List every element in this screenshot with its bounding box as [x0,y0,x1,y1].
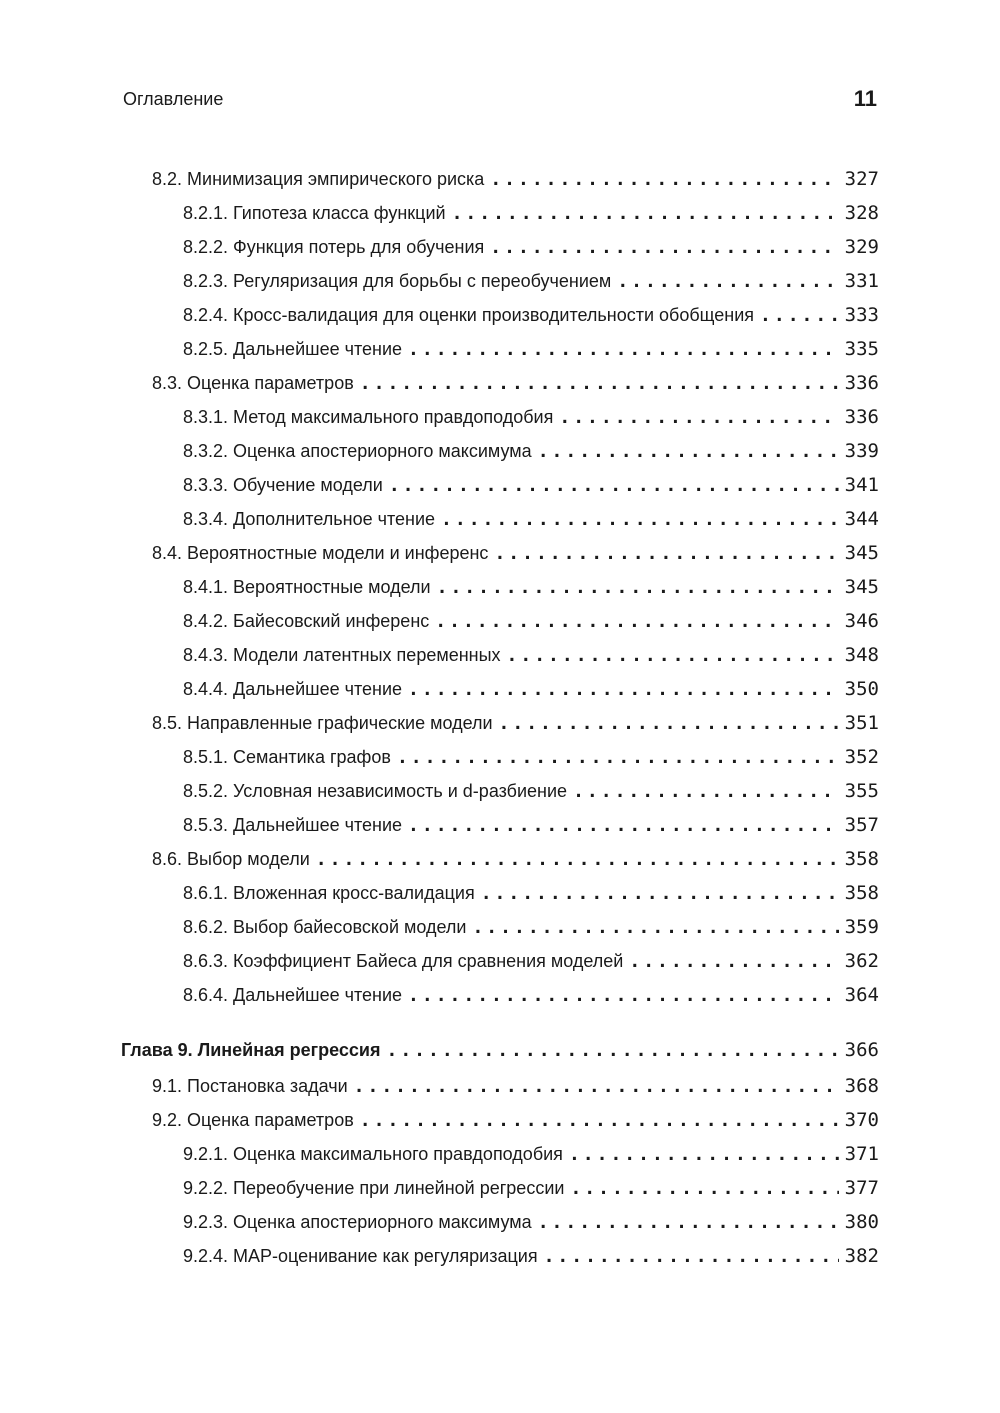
toc-dot-leader [507,645,839,666]
toc-entry[interactable] [183,474,879,502]
toc-dot-leader [408,679,839,700]
toc-dot-leader [408,985,839,1006]
toc-entry-page: 357 [844,814,879,836]
toc-entry[interactable] [183,202,879,230]
toc-entry[interactable] [183,780,879,808]
toc-entry-page: 339 [844,440,879,462]
toc-entry[interactable] [183,814,879,842]
toc-entry-title: 8.4.4. Дальнейшее чтение [183,679,403,699]
toc-entry-title: 8.4.1. Вероятностные модели [183,577,431,597]
toc-entry[interactable] [183,440,879,468]
toc-entry-page: 368 [844,1075,879,1097]
toc-entry[interactable] [152,712,879,740]
toc-entry-page: 358 [844,882,879,904]
toc-entry-title: 8.2.3. Регуляризация для борьбы с переобучением [183,271,612,291]
toc-entry-title: 9.2. Оценка параметров [152,1110,354,1130]
toc-dot-leader [397,747,839,768]
toc-entry-page: 370 [844,1109,879,1131]
toc-entry-title: 9.2.4. MAP-оценивание как регуляризация [183,1246,538,1266]
toc-chapter-entry[interactable] [121,1039,879,1067]
toc-entry-title: 8.6.3. Коэффициент Байеса для сравнения моделей [183,951,624,971]
toc-entry-page: 371 [844,1143,879,1165]
toc-entry-page: 336 [844,406,879,428]
toc-entry-page: 328 [844,202,879,224]
toc-dot-leader [389,475,839,496]
toc-entry-page: 327 [844,168,879,190]
toc-entry-title: 8.3.4. Дополнительное чтение [183,509,436,529]
toc-entry[interactable] [183,508,879,536]
toc-entry-title: 8.2.1. Гипотеза класса функций [183,203,446,223]
toc-entry-title: 9.1. Постановка задачи [152,1076,348,1096]
toc-entry-title: 8.5.1. Семантика графов [183,747,391,767]
toc-entry-page: 355 [844,780,879,802]
toc-entry-title: 8.6. Выбор модели [152,849,310,869]
toc-entry-page: 359 [844,916,879,938]
toc-entry-page: 329 [844,236,879,258]
toc-entry-page: 333 [844,304,879,326]
toc-entry-page: 345 [844,542,879,564]
toc-entry-title: 8.4. Вероятностные модели и инференс [152,543,489,563]
toc-entry-title: 8.6.1. Вложенная кросс-валидация [183,883,475,903]
toc-dot-leader [354,1076,839,1097]
toc-entry-page: 348 [844,644,879,666]
toc-entry-page: 336 [844,372,879,394]
toc-entry-title: 8.3.3. Обучение модели [183,475,383,495]
running-head-title: Оглавление [123,89,224,109]
toc-entry[interactable] [183,1245,879,1273]
toc-entry-title: 8.2.5. Дальнейшее чтение [183,339,403,359]
toc-entry[interactable] [152,372,879,400]
toc-entry[interactable] [183,950,879,978]
toc-dot-leader [408,339,839,360]
toc-entry[interactable] [152,542,879,570]
toc-dot-leader [441,509,839,530]
toc-entry-title: 8.3.1. Метод максимального правдоподобия [183,407,554,427]
toc-dot-leader [494,543,838,564]
toc-entry-title: 9.2.2. Переобучение при линейной регрессии [183,1178,565,1198]
toc-dot-leader [569,1144,839,1165]
toc-entry[interactable] [152,1109,879,1137]
toc-entry-title: Глава 9. Линейная регрессия [121,1040,381,1060]
toc-entry[interactable] [183,746,879,774]
toc-dot-leader [570,1178,838,1199]
toc-entry-title: 8.3.2. Оценка апостериорного максимума [183,441,532,461]
toc-dot-leader [481,883,839,904]
toc-entry-page: 335 [844,338,879,360]
toc-dot-leader [538,441,839,462]
toc-dot-leader [437,577,839,598]
toc-entry-title: 8.6.2. Выбор байесовской модели [183,917,467,937]
toc-entry-page: 380 [844,1211,879,1233]
toc-entry-title: 8.2.4. Кросс-валидация для оценки производительности обобщения [183,305,755,325]
toc-entry[interactable] [183,338,879,366]
toc-entry-page: 366 [844,1039,879,1061]
toc-dot-leader [408,815,839,836]
toc-entry[interactable] [183,236,879,264]
toc-entry-title: 8.5.2. Условная независимость и d-разбиение [183,781,568,801]
toc-dot-leader [316,849,839,870]
toc-entry-page: 352 [844,746,879,768]
toc-dot-leader [559,407,838,428]
toc-entry-page: 364 [844,984,879,1006]
toc-entry[interactable] [183,1211,879,1239]
toc-dot-leader [360,373,839,394]
toc-entry-page: 344 [844,508,879,530]
toc-dot-leader [387,1040,839,1061]
toc-dot-leader [629,951,838,972]
toc-dot-leader [499,713,839,734]
toc-entry-title: 8.4.2. Байесовский инференс [183,611,430,631]
toc-entry[interactable] [183,406,879,434]
toc-entry-title: 9.2.1. Оценка максимального правдоподобия [183,1144,563,1164]
toc-entry[interactable] [183,1177,879,1205]
toc-entry[interactable] [183,610,879,638]
toc-dot-leader [360,1110,839,1131]
toc-dot-leader [435,611,838,632]
toc-dot-leader [538,1212,839,1233]
toc-entry-page: 345 [844,576,879,598]
toc-entry[interactable] [183,916,879,944]
toc-entry[interactable] [183,644,879,672]
toc-entry-page: 331 [844,270,879,292]
toc-entry[interactable] [183,270,879,298]
toc-entry[interactable] [152,848,879,876]
toc-entry[interactable] [183,576,879,604]
toc-dot-leader [452,203,839,224]
toc-dot-leader [472,917,838,938]
toc-dot-leader [760,305,839,326]
toc-entry-title: 9.2.3. Оценка апостериорного максимума [183,1212,532,1232]
toc-dot-leader [544,1246,839,1267]
toc-entry[interactable] [183,1143,879,1171]
toc-entry[interactable] [183,304,879,332]
toc-dot-leader [490,169,838,190]
toc-entry-page: 362 [844,950,879,972]
toc-dot-leader [573,781,839,802]
toc-entry[interactable] [152,1075,879,1103]
toc-entry-page: 346 [844,610,879,632]
toc-entry-title: 8.5.3. Дальнейшее чтение [183,815,403,835]
toc-entry-page: 382 [844,1245,879,1267]
toc-entry-title: 8.2. Минимизация эмпирического риска [152,169,485,189]
toc-entry-page: 358 [844,848,879,870]
toc-entry[interactable] [183,882,879,910]
toc-entry-page: 350 [844,678,879,700]
toc-entry-title: 8.4.3. Модели латентных переменных [183,645,501,665]
page-number: 11 [853,86,877,111]
toc-entry-title: 8.3. Оценка параметров [152,373,354,393]
toc-entry-page: 341 [844,474,879,496]
toc-dot-leader [490,237,838,258]
toc-entry-page: 377 [844,1177,879,1199]
toc-entry-title: 8.5. Направленные графические модели [152,713,493,733]
toc-entry-page: 351 [844,712,879,734]
toc-entry[interactable] [183,678,879,706]
toc-entry-title: 8.2.2. Функция потерь для обучения [183,237,485,257]
toc-entry[interactable] [183,984,879,1012]
toc-dot-leader [617,271,838,292]
toc-entry-title: 8.6.4. Дальнейшее чтение [183,985,403,1005]
toc-entry[interactable] [152,168,879,196]
